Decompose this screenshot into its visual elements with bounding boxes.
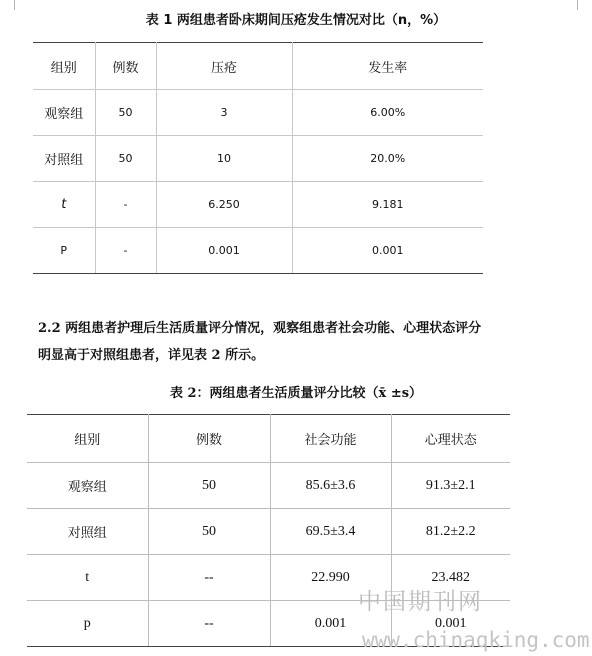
table2-title: 表 2：两组患者生活质量评分比较（x̄ ±s） <box>169 386 423 401</box>
table-cell: 50 <box>148 463 270 509</box>
table-row <box>27 463 510 509</box>
table-cell: 0.001 <box>391 601 510 647</box>
table-cell: t <box>33 182 95 228</box>
table-cell: 对照组 <box>33 136 95 182</box>
table2-header-row <box>27 415 510 463</box>
paragraph-line-1: 2.2 两组患者护理后生活质量评分情况，观察组患者社会功能、心理状态评分 <box>38 321 482 336</box>
table1 <box>33 42 483 274</box>
table-cell: 6.00% <box>292 90 483 136</box>
watermark-url: www.chinaqking.com <box>362 628 590 652</box>
table-cell: 50 <box>95 90 156 136</box>
table-cell: 20.0% <box>292 136 483 182</box>
table-cell: 91.3±2.1 <box>391 463 510 509</box>
table-cell: 81.2±2.2 <box>391 509 510 555</box>
table-cell: 对照组 <box>27 509 148 555</box>
table-cell: 69.5±3.4 <box>270 509 391 555</box>
table-cell: 50 <box>148 509 270 555</box>
table-cell: - <box>95 182 156 228</box>
table1-header-cell: 组别 <box>33 43 95 90</box>
table-row <box>33 90 483 136</box>
table1-header-cell: 压疮 <box>156 43 292 90</box>
table-cell: 观察组 <box>27 463 148 509</box>
table-cell: t <box>27 555 148 601</box>
table-cell: - <box>95 228 156 274</box>
table1-header-cell: 发生率 <box>292 43 483 90</box>
table-cell: 22.990 <box>270 555 391 601</box>
table1-header-row <box>33 43 483 90</box>
table-cell: 观察组 <box>33 90 95 136</box>
table-cell: 10 <box>156 136 292 182</box>
table-cell: 50 <box>95 136 156 182</box>
table-cell: -- <box>148 555 270 601</box>
table-cell: 85.6±3.6 <box>270 463 391 509</box>
table-cell: 23.482 <box>391 555 510 601</box>
table-row <box>33 136 483 182</box>
watermark-chinese: 中国期刊网 <box>358 589 483 615</box>
table-cell: -- <box>148 601 270 647</box>
paragraph-line-2: 明显高于对照组患者，详见表 2 所示。 <box>38 348 265 363</box>
table2-header-cell: 社会功能 <box>270 415 391 463</box>
table2-header-cell: 例数 <box>148 415 270 463</box>
table1-title: 表 1 两组患者卧床期间压疮发生情况对比（n，%） <box>145 13 447 28</box>
table-row <box>33 228 483 274</box>
table1-header-cell: 例数 <box>95 43 156 90</box>
table-row <box>27 509 510 555</box>
table-row <box>33 182 483 228</box>
table-cell: 6.250 <box>156 182 292 228</box>
table-cell: 9.181 <box>292 182 483 228</box>
table-cell: 0.001 <box>156 228 292 274</box>
table2-header-cell: 组别 <box>27 415 148 463</box>
table-cell: p <box>27 601 148 647</box>
table-cell: 0.001 <box>292 228 483 274</box>
table-cell: 0.001 <box>270 601 391 647</box>
table2-header-cell: 心理状态 <box>391 415 510 463</box>
table-cell: P <box>33 228 95 274</box>
table-cell: 3 <box>156 90 292 136</box>
